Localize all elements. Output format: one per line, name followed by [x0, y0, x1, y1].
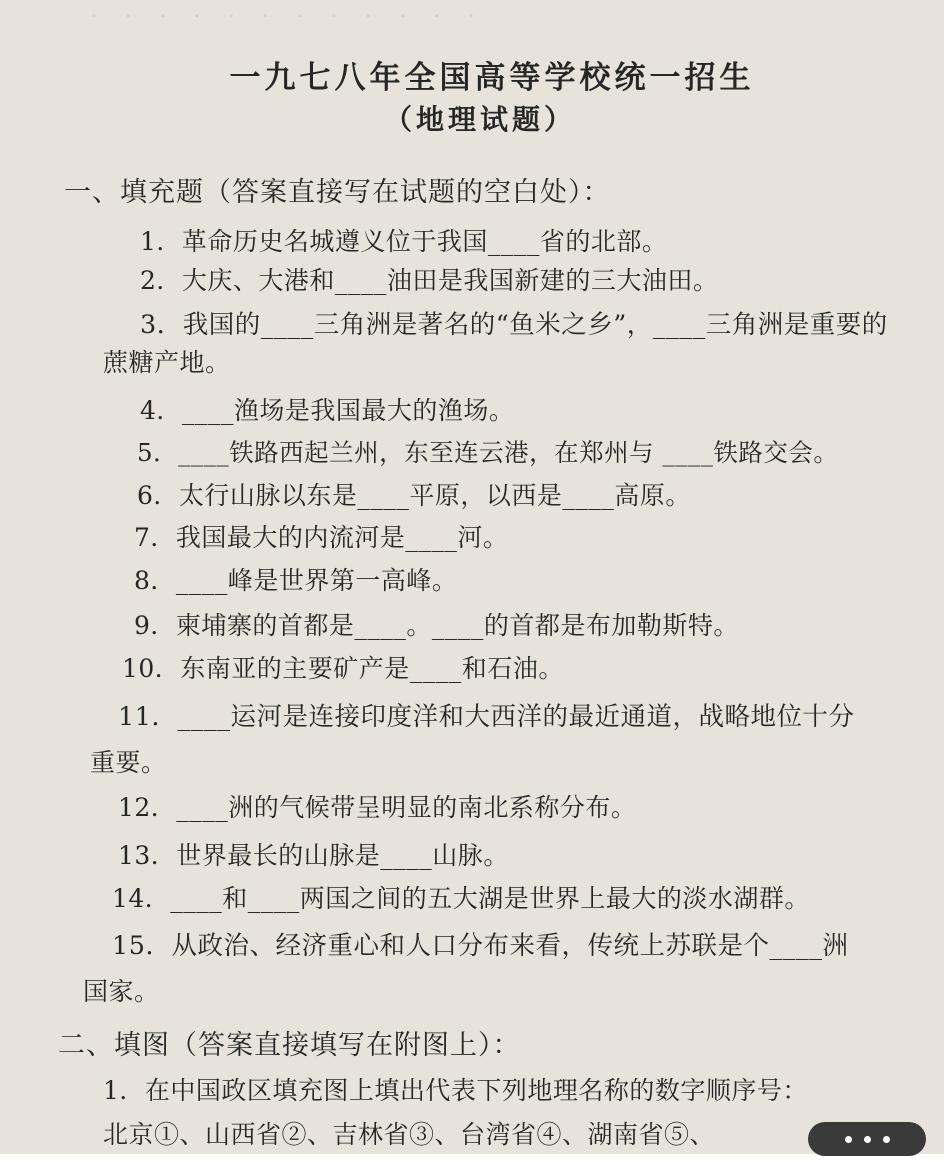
question-line: 蔗糖产地。 [103, 348, 231, 377]
question-line: 4．____渔场是我国最大的渔场。 [140, 396, 515, 425]
page-title: 一九七八年全国高等学校统一招生 [229, 60, 755, 96]
dot [864, 1136, 871, 1143]
question-line: 国家。 [83, 977, 160, 1006]
question-line: 5．____铁路西起兰州，东至连云港，在郑州与 ____铁路交会。 [137, 438, 839, 467]
section-heading-fill-in: 一、填充题（答案直接写在试题的空白处）： [64, 177, 611, 208]
page-subtitle: （地理试题） [383, 103, 576, 136]
question-line: 12．____洲的气候带呈明显的南北系称分布。 [118, 793, 637, 822]
question-line: 北京①、山西省②、吉林省③、台湾省④、湖南省⑤、 [103, 1120, 716, 1149]
question-line: 14．____和____两国之间的五大湖是世界上最大的淡水湖群。 [112, 884, 810, 913]
question-line: 6．太行山脉以东是____平原，以西是____高原。 [137, 481, 691, 510]
question-line: 3．我国的____三角洲是著名的“鱼米之乡”，____三角洲是重要的 [140, 310, 888, 340]
question-line: 2．大庆、大港和____油田是我国新建的三大油田。 [140, 266, 719, 295]
question-line: 1．革命历史名城遵义位于我国____省的北部。 [140, 227, 668, 256]
show-through-texture: · · · · · · · · · · · · [90, 2, 476, 32]
section-heading-map: 二、填图（答案直接填写在附图上）： [58, 1030, 521, 1061]
question-line: 8．____峰是世界第一高峰。 [134, 566, 458, 595]
bottom-strip [0, 1154, 944, 1162]
question-line: 10．东南亚的主要矿产是____和石油。 [122, 654, 564, 683]
question-line: 1．在中国政区填充图上填出代表下列地理名称的数字顺序号： [103, 1076, 808, 1105]
question-line: 13．世界最长的山脉是____山脉。 [118, 841, 509, 870]
dot [845, 1136, 852, 1143]
question-line: 7．我国最大的内流河是____河。 [134, 523, 509, 552]
question-line: 9．柬埔寨的首都是____。____的首都是布加勒斯特。 [134, 611, 739, 640]
question-line: 重要。 [90, 748, 167, 777]
question-line: 15．从政治、经济重心和人口分布来看，传统上苏联是个____洲 [112, 931, 849, 961]
more-dots-icon[interactable] [808, 1122, 926, 1156]
dot [883, 1136, 890, 1143]
question-line: 11．____运河是连接印度洋和大西洋的最近通道，战略地位十分 [118, 702, 855, 732]
